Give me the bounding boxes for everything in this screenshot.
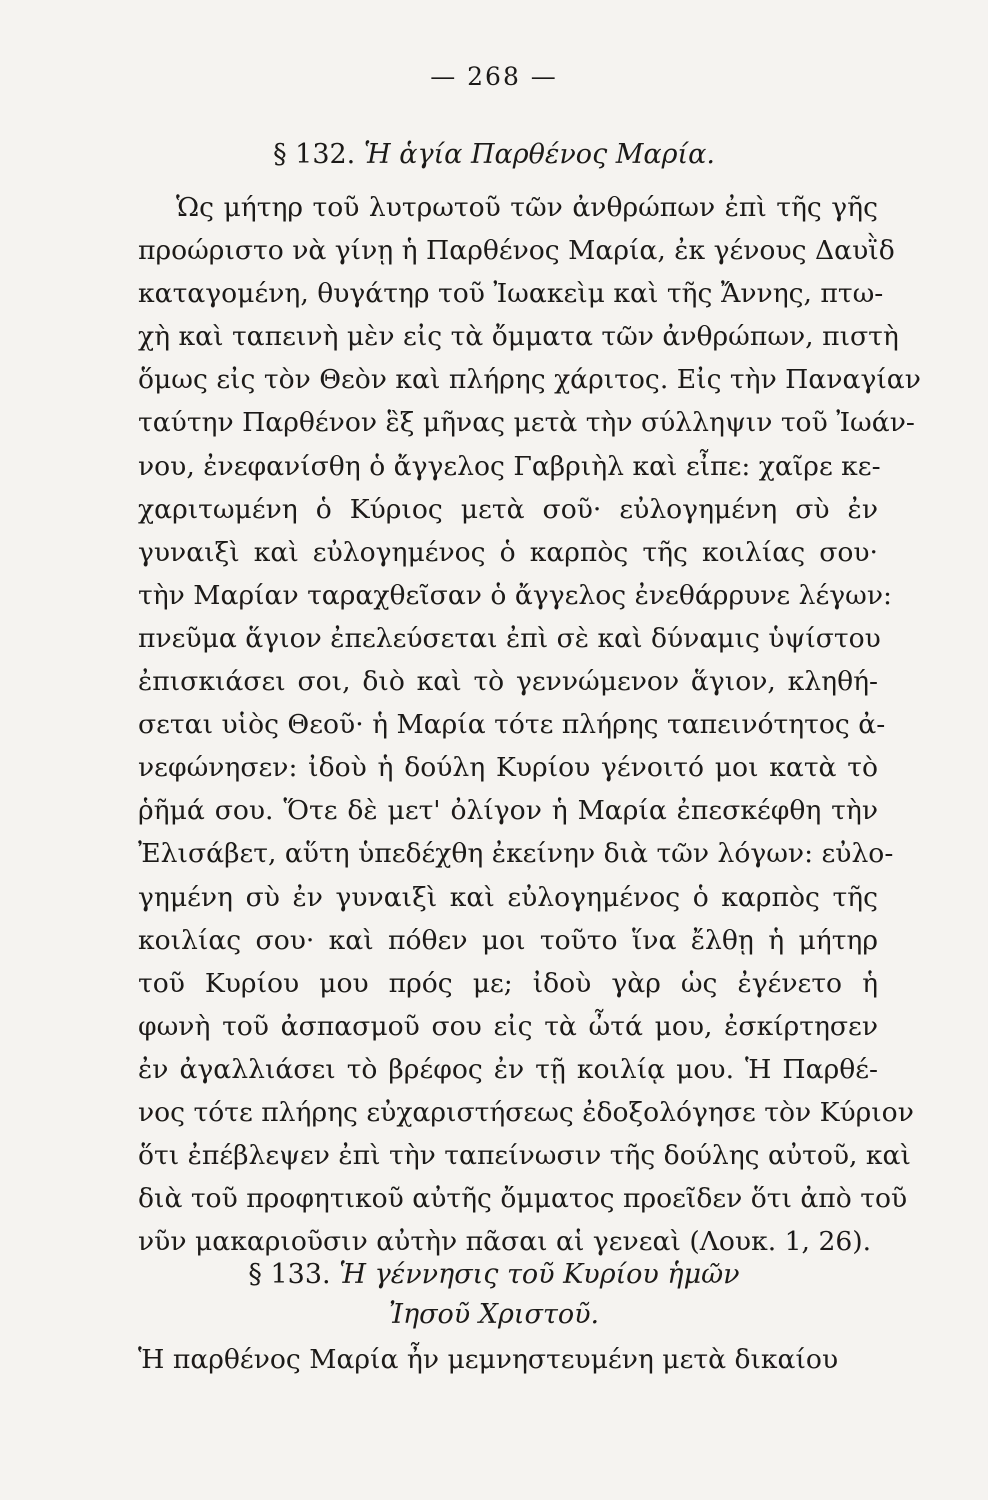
section-body-132 — [138, 186, 921, 1263]
text-line: κοιλίας σου· καὶ πόθεν μοι τοῦτο ἵνα ἔλθῃ ἡ μήτηρ — [138, 924, 878, 956]
text-line: νεφώνησεν: ἰδοὺ ἡ δούλη Κυρίου γένοιτό μοι κατὰ τὸ — [138, 752, 878, 784]
text-line: Ὡς μήτηρ τοῦ λυτρωτοῦ τῶν ἀνθρώπων ἐπὶ τῆς γῆς — [176, 192, 878, 223]
section-heading-133 — [0, 1255, 988, 1335]
text-line: Ἐλισάβετ, αὕτη ὑπεδέχθη ἐκείνην διὰ τῶν λόγων: εὐλο- — [138, 838, 894, 870]
text-line: τοῦ Κυρίου μου πρός με; ἰδοὺ γὰρ ὡς ἐγένετο ἡ — [138, 967, 878, 999]
text-line: νῦν μακαριοῦσιν αὐτὴν πᾶσαι αἱ γενεαὶ (Λουκ. 1, 26). — [138, 1226, 872, 1258]
page-number: — 268 — — [430, 62, 558, 91]
text-line: φωνὴ τοῦ ἀσπασμοῦ σου εἰς τὰ ὦτά μου, ἐσκίρτησεν — [138, 1010, 878, 1042]
section-title: Ἡ ἁγία Παρθένος Μαρία. — [363, 139, 715, 170]
text-line: πνεῦμα ἅγιον ἐπελεύσεται ἐπὶ σὲ καὶ δύναμις ὑψίστου — [138, 622, 881, 654]
text-line: Ἡ παρθένος Μαρία ἦν μεμνηστευμένη μετὰ δικαίου — [138, 1344, 839, 1375]
text-line: διὰ τοῦ προφητικοῦ αὐτῆς ὄμματος προεῖδεν ὅτι ἀπὸ τοῦ — [138, 1183, 908, 1215]
text-line: ῥῆμά σου. Ὅτε δὲ μετ' ὀλίγον ἡ Μαρία ἐπεσκέφθη τὴν — [138, 795, 878, 827]
text-line: τὴν Μαρίαν ταραχθεῖσαν ὁ ἄγγελος ἐνεθάρρυνε λέγων: — [138, 579, 892, 611]
section-number: § 133. — [248, 1259, 331, 1290]
text-line: χὴ καὶ ταπεινὴ μὲν εἰς τὰ ὄμματα τῶν ἀνθρώπων, πιστὴ — [138, 321, 899, 353]
text-line: νος τότε πλήρης εὐχαριστήσεως ἐδοξολόγησε τὸν Κύριον — [138, 1096, 914, 1128]
section-number: § 132. — [273, 139, 356, 170]
text-line: γυναιξὶ καὶ εὐλογημένος ὁ καρπὸς τῆς κοιλίας σου· — [138, 536, 878, 568]
text-line: ἐν ἀγαλλιάσει τὸ βρέφος ἐν τῇ κοιλίᾳ μου. Ἡ Παρθέ- — [138, 1053, 878, 1085]
text-line: προώριστο νὰ γίνῃ ἡ Παρθένος Μαρία, ἐκ γένους Δαυῒδ — [138, 235, 895, 267]
text-line: ἐπισκιάσει σοι, διὸ καὶ τὸ γεννώμενον ἅγιον, κληθή- — [138, 666, 878, 698]
text-line: καταγομένη, θυγάτηρ τοῦ Ἰωακεὶμ καὶ τῆς Ἄννης, πτω- — [138, 278, 884, 310]
text-line: σεται υἱὸς Θεοῦ· ἡ Μαρία τότε πλήρης ταπεινότητος ἀ- — [138, 709, 886, 741]
section-title-line2: Ἰησοῦ Χριστοῦ. — [388, 1299, 600, 1330]
text-line: νου, ἐνεφανίσθη ὁ ἄγγελος Γαβριὴλ καὶ εἶπε: χαῖρε κε- — [138, 450, 881, 482]
section-title-line1: Ἡ γέννησις τοῦ Κυρίου ἡμῶν — [339, 1259, 740, 1290]
text-line: ὅμως εἰς τὸν Θεὸν καὶ πλήρης χάριτος. Εἰς τὴν Παναγίαν — [138, 364, 921, 396]
section-body-133 — [138, 1338, 878, 1381]
text-line: χαριτωμένη ὁ Κύριος μετὰ σοῦ· εὐλογημένη σὺ ἐν — [138, 493, 878, 525]
text-line: ὅτι ἐπέβλεψεν ἐπὶ τὴν ταπείνωσιν τῆς δούλης αὐτοῦ, καὶ — [138, 1140, 911, 1172]
text-line: γημένη σὺ ἐν γυναιξὶ καὶ εὐλογημένος ὁ καρπὸς τῆς — [138, 881, 878, 913]
text-line: ταύτην Παρθένον ἓξ μῆνας μετὰ τὴν σύλληψιν τοῦ Ἰωάν- — [138, 407, 915, 439]
section-heading-132 — [0, 139, 988, 170]
